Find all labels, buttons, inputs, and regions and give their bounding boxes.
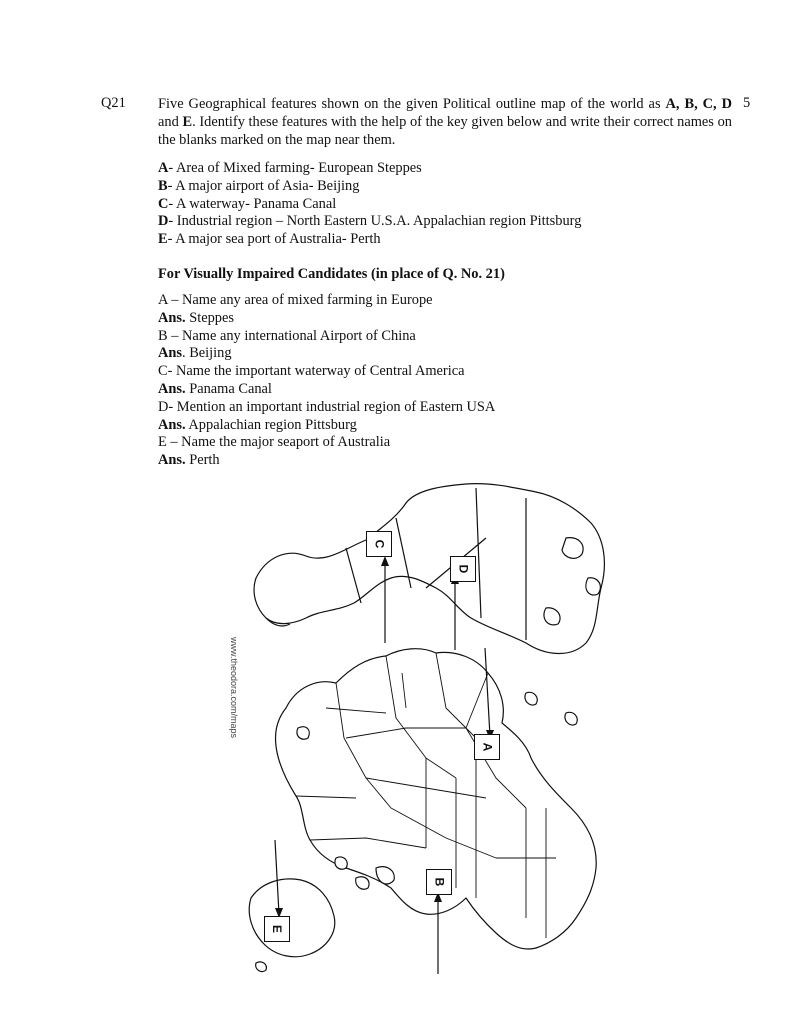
visually-impaired-heading: For Visually Impaired Candidates (in place of Q. No. 21) [158,266,505,282]
ans-label: Ans [158,345,182,362]
new-zealand-outline [256,962,267,972]
question-text-part-2: and [158,114,183,130]
map-watermark: www.theodora.com/maps [229,637,239,739]
question-text-part-1: Five Geographical features shown on the given Political outline map of the world as [158,96,666,112]
key-item-b [158,178,732,196]
map-label-a: A [474,734,500,760]
ans-text: Steppes [185,309,234,326]
ans-label: Ans. [158,416,186,433]
question-marks: 5 [743,95,751,111]
world-outline-map-drawing [226,478,612,978]
vi-answer-b [158,345,495,363]
vi-question-d: D- Mention an important industrial region of Eastern USA [158,398,496,415]
key-item-e [158,231,732,249]
ans-label: Ans. [158,309,186,326]
map-label-c: C [366,531,392,557]
key-letter: B [158,177,168,194]
north-america-outline [254,484,604,654]
ans-label: Ans. [158,380,186,397]
visually-impaired-questions [158,292,495,470]
vi-question-a: A – Name any area of mixed farming in Europe [158,292,433,308]
key-letter: A [158,160,169,176]
key-letter: C [158,195,169,212]
key-item-a [158,160,732,178]
vi-answer-e [158,452,495,470]
key-item-d [158,213,732,231]
map-label-b: B [426,869,452,895]
vi-answer-a [158,310,495,328]
question-text-bold-2: E [182,114,193,130]
key-letter: E [158,231,168,248]
vi-question-b: B – Name any international Airport of China [158,327,416,344]
australia-outline [249,879,335,957]
vi-question-c: C- Name the important waterway of Central America [158,363,465,380]
key-text: - A major airport of Asia- Beijing [167,177,360,194]
ans-text: Appalachian region Pittsburg [185,416,357,433]
key-text: - Industrial region – North Eastern U.S.A. Appalachian region Pittsburg [168,213,582,230]
map-label-e: E [264,916,290,942]
ans-text: . Beijing [182,345,232,362]
key-text: - A major sea port of Australia- Perth [167,231,381,248]
question-text-part-3: . Identify these features with the help of the key given below and write their correct names on the blanks marked on the map near them. [158,114,732,148]
world-outline-map [226,478,612,978]
vi-answer-c [158,381,495,399]
vi-question-e: E – Name the major seaport of Australia [158,434,391,451]
ans-text: Panama Canal [185,380,272,397]
question-number: Q21 [101,95,126,111]
vi-answer-d [158,417,495,435]
ans-label: Ans. [158,452,186,469]
answer-key [158,160,732,249]
question-text [158,95,732,149]
key-letter: D [158,213,169,230]
key-text: - Area of Mixed farming- European Steppes [168,160,422,176]
question-text-bold-1: A, B, C, D [665,96,732,112]
ans-text: Perth [185,452,220,469]
key-text: - A waterway- Panama Canal [168,195,337,212]
map-label-d: D [450,556,476,582]
key-item-c [158,196,732,214]
